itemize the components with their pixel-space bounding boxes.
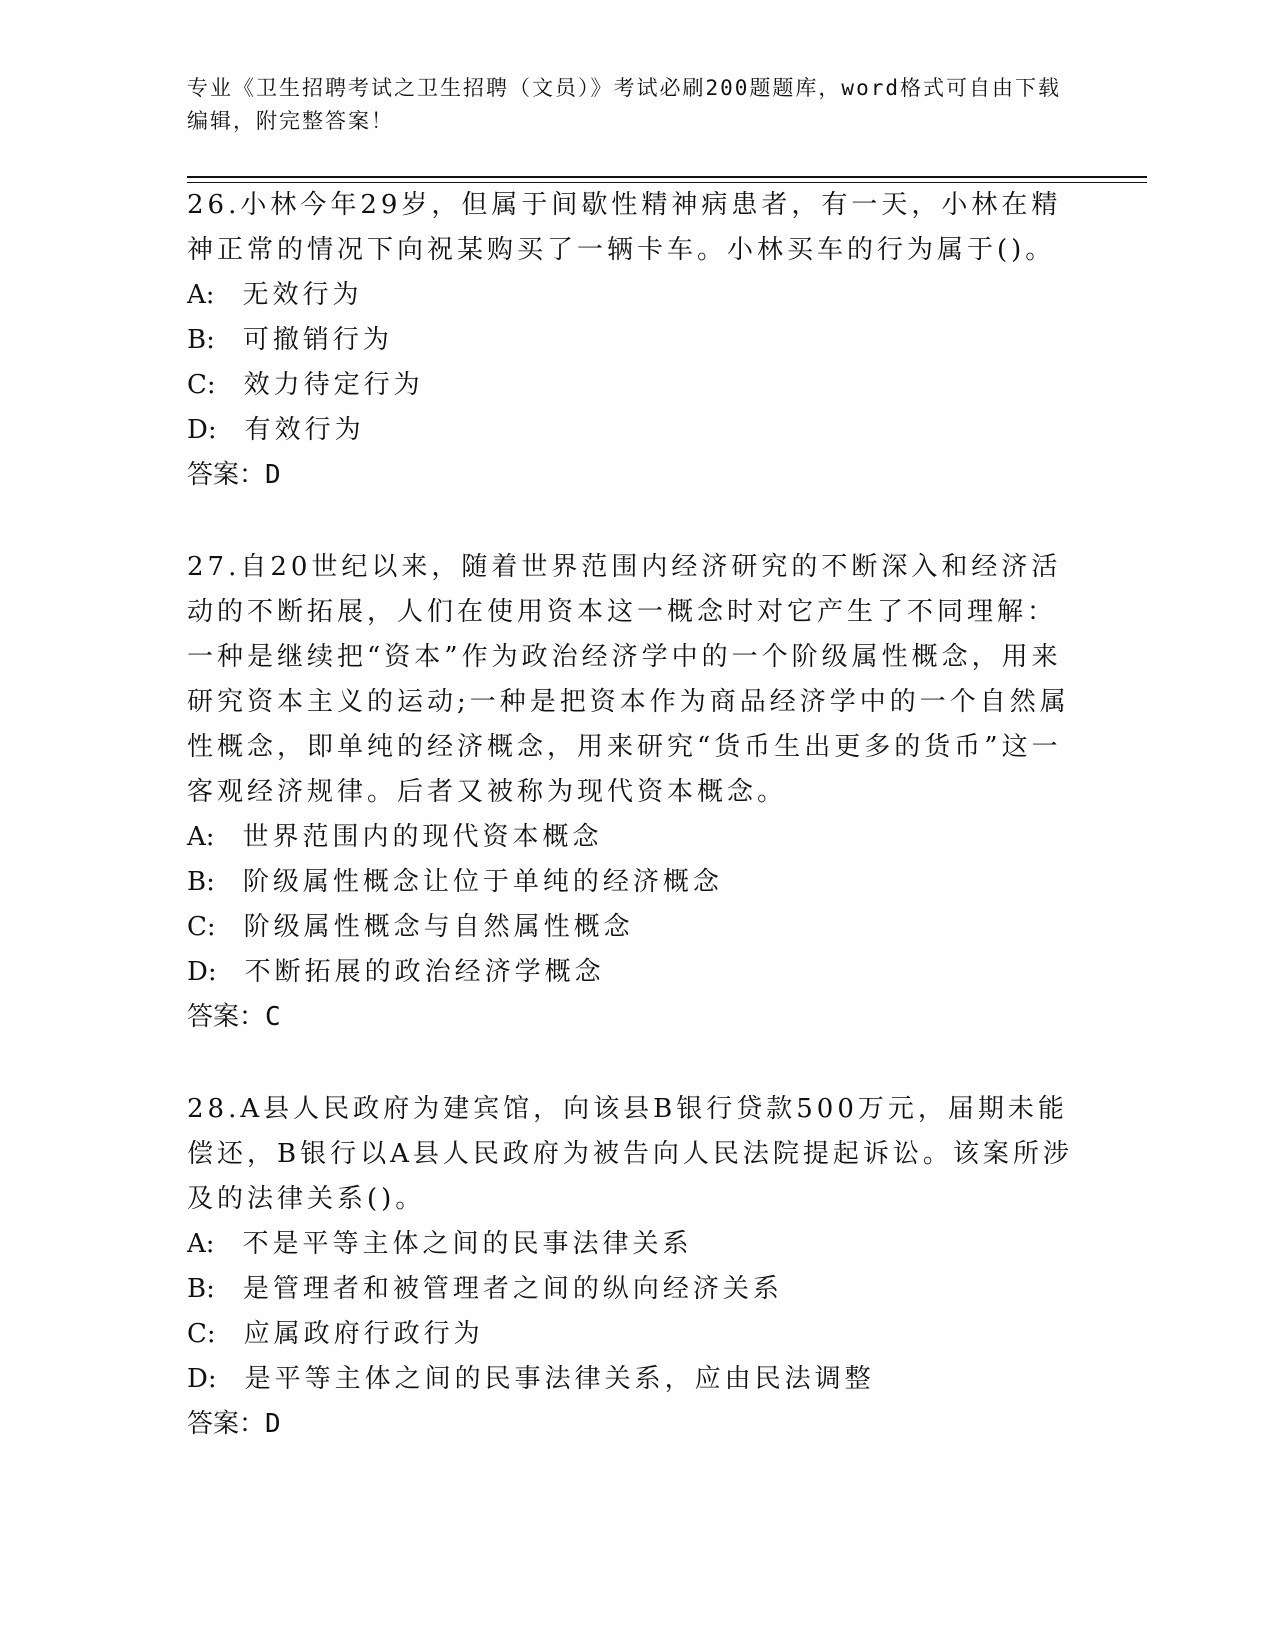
option-letter: D:	[187, 1364, 217, 1394]
option-letter: B:	[187, 1274, 215, 1304]
option-c	[187, 1312, 1077, 1357]
option-a	[187, 273, 1077, 318]
option-a	[187, 815, 1077, 860]
answer-value: D	[265, 1409, 281, 1439]
option-letter: B:	[187, 325, 215, 355]
answer-line	[187, 995, 1077, 1040]
option-d	[187, 408, 1077, 453]
option-letter: A:	[187, 280, 215, 310]
option-a	[187, 1222, 1077, 1267]
option-text: 不断拓展的政治经济学概念	[244, 957, 605, 987]
option-c	[187, 363, 1077, 408]
answer-value: D	[265, 460, 281, 490]
option-b	[187, 860, 1077, 905]
option-text: 是平等主体之间的民事法律关系，应由民法调整	[244, 1364, 875, 1394]
option-text: 有效行为	[244, 415, 365, 445]
answer-value: C	[265, 1002, 281, 1032]
document-header: 专业《卫生招聘考试之卫生招聘（文员）》考试必刷200题题库，word格式可自由下载编辑，附完整答案！	[187, 76, 1061, 133]
option-text: 阶级属性概念与自然属性概念	[243, 912, 634, 942]
question-stem: 28.A县人民政府为建宾馆，向该县B银行贷款500万元，届期未能偿还，B银行以A县人民政府为被告向人民法院提起诉讼。该案所涉及的法律关系()。	[187, 1094, 1073, 1214]
option-text: 可撤销行为	[242, 325, 393, 355]
question-stem: 26.小林今年29岁，但属于间歇性精神病患者，有一天，小林在精神正常的情况下向祝某购买了一辆卡车。小林买车的行为属于()。	[187, 190, 1062, 265]
option-text: 阶级属性概念让位于单纯的经济概念	[242, 867, 723, 897]
answer-line	[187, 453, 1077, 498]
question-stem: 27.自20世纪以来，随着世界范围内经济研究的不断深入和经济活动的不断拓展，人们在使用资本这一概念时对它产生了不同理解：一种是继续把“资本”作为政治经济学中的一个阶级属性概念，用来研究资本主义的运动;一种是把资本作为商品经济学中的一个自然属性概念，即单纯的经济概念，用来研究“货币生出更多的货币”这一客观经济规律。后者又被称为现代资本概念。	[187, 552, 1070, 807]
option-letter: D:	[187, 415, 217, 445]
option-text: 世界范围内的现代资本概念	[242, 822, 603, 852]
option-b	[187, 1267, 1077, 1312]
option-d	[187, 1357, 1077, 1402]
answer-label: 答案：	[187, 460, 266, 490]
answer-line	[187, 1402, 1077, 1447]
option-d	[187, 950, 1077, 995]
answer-label: 答案：	[187, 1002, 266, 1032]
option-letter: C:	[187, 1319, 216, 1349]
header-divider-thick	[187, 176, 1147, 178]
option-letter: B:	[187, 867, 215, 897]
option-letter: A:	[187, 1229, 215, 1259]
option-b	[187, 318, 1077, 363]
option-c	[187, 905, 1077, 950]
option-letter: A:	[187, 822, 215, 852]
option-text: 无效行为	[242, 280, 363, 310]
option-letter: C:	[187, 370, 216, 400]
option-letter: C:	[187, 912, 216, 942]
question-27	[187, 545, 1077, 1040]
answer-label: 答案：	[187, 1409, 266, 1439]
option-letter: D:	[187, 957, 217, 987]
question-28	[187, 1087, 1077, 1447]
option-text: 应属政府行政行为	[243, 1319, 484, 1349]
question-26	[187, 183, 1077, 498]
option-text: 是管理者和被管理者之间的纵向经济关系	[242, 1274, 783, 1304]
option-text: 不是平等主体之间的民事法律关系	[242, 1229, 693, 1259]
option-text: 效力待定行为	[243, 370, 424, 400]
